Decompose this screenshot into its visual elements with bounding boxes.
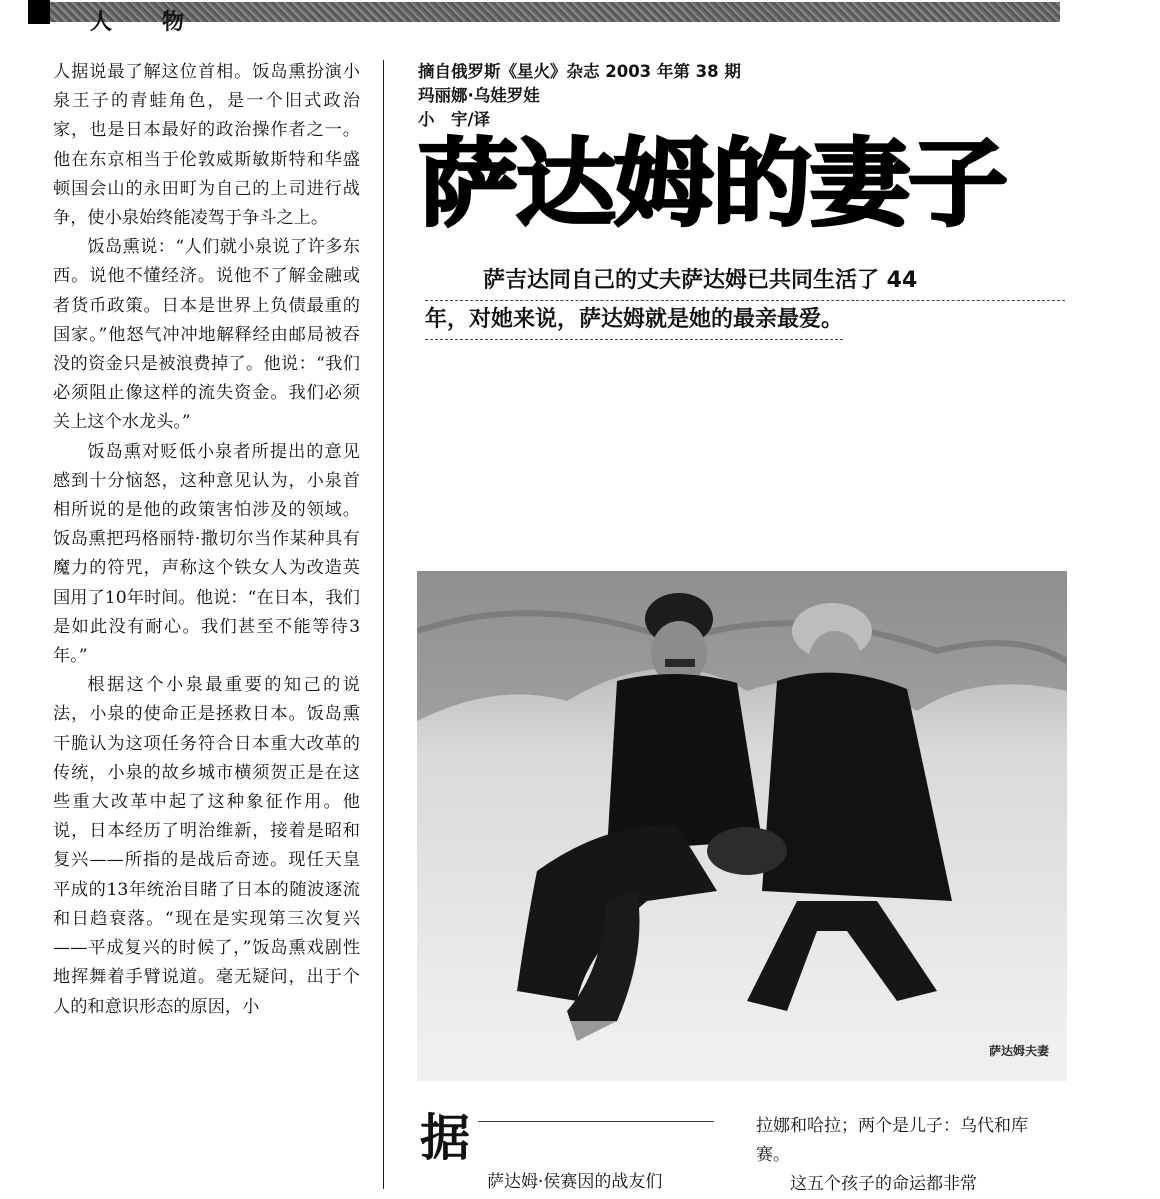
photo-caption: 萨达姆夫妻 [988, 1044, 1049, 1058]
article-source [418, 60, 741, 132]
column-divider [383, 60, 384, 1189]
right-column [756, 1112, 1058, 1199]
left-paragraph: 饭岛熏对贬低小泉者所提出的意见感到十分恼怒，这种意见认为，小泉首相所说的是他的政策害怕涉及的领域。饭岛熏把玛格丽特·撒切尔当作某种具有魔力的符咒，声称这个铁女人为改造英国用了10年时间。他说：“在日本，我们是如此没有耐心。我们甚至不能等待3年。” [53, 441, 360, 667]
header-block [28, 0, 50, 24]
author-line: 玛丽娜·乌娃罗娃 [418, 86, 540, 105]
article-lead [425, 262, 1065, 340]
section-label: 人物 [90, 9, 235, 35]
source-line: 摘自俄罗斯《星火》杂志 2003 年第 38 期 [418, 62, 741, 81]
lead-line: 年，对她来说，萨达姆就是她的最亲最爱。 [425, 301, 843, 340]
right-paragraph: 拉娜和哈拉；两个是儿子：乌代和库赛。 [756, 1116, 1028, 1165]
article-title: 萨达姆的妻子 [418, 128, 1006, 240]
dropcap-rule [478, 1121, 714, 1122]
right-paragraph: 这五个孩子的命运都非常 [790, 1174, 977, 1194]
article-photo [417, 571, 1067, 1081]
middle-column-text: 萨达姆·侯赛因的战友们 [487, 1172, 663, 1192]
left-paragraph: 人据说最了解这位首相。饭岛熏扮演小泉王子的青蛙角色，是一个旧式政治家，也是日本最好的政治操作者之一。他在东京相当于伦敦威斯敏斯特和华盛顿国会山的永田町为自己的上司进行战争，使小泉始终能凌驾于争斗之上。 [53, 62, 360, 229]
drop-cap: 据 [420, 1108, 470, 1167]
lead-line: 萨吉达同自己的丈夫萨达姆已共同生活了 44 [425, 262, 1065, 301]
translator-line: 小 宇/译 [418, 110, 491, 129]
left-paragraph: 根据这个小泉最重要的知己的说法，小泉的使命正是拯救日本。饭岛熏干脆认为这项任务符合日本重大改革的传统，小泉的故乡城市横须贺正是在这些重大改革中起了这种象征作用。他说，日本经历了明治维新，接着是昭和复兴——所指的是战后奇迹。现任天皇平成的13年统治目睹了日本的随波逐流和日趋衰落。“现在是实现第三次复兴——平成复兴的时候了，”饭岛熏戏剧性地挥舞着手臂说道。毫无疑问，出于个人的和意识形态的原因，小 [53, 675, 360, 1017]
photo-illustration [417, 571, 1067, 1081]
left-column [53, 58, 360, 1022]
left-paragraph: 饭岛熏说：“人们就小泉说了许多东西。说他不懂经济。说他不了解金融或者货币政策。日本是世界上负债最重的国家。”他怒气冲冲地解释经由邮局被吞没的资金只是被浪费掉了。他说：“我们必须阻止像这样的流失资金。我们必须关上这个水龙头。” [53, 237, 360, 433]
